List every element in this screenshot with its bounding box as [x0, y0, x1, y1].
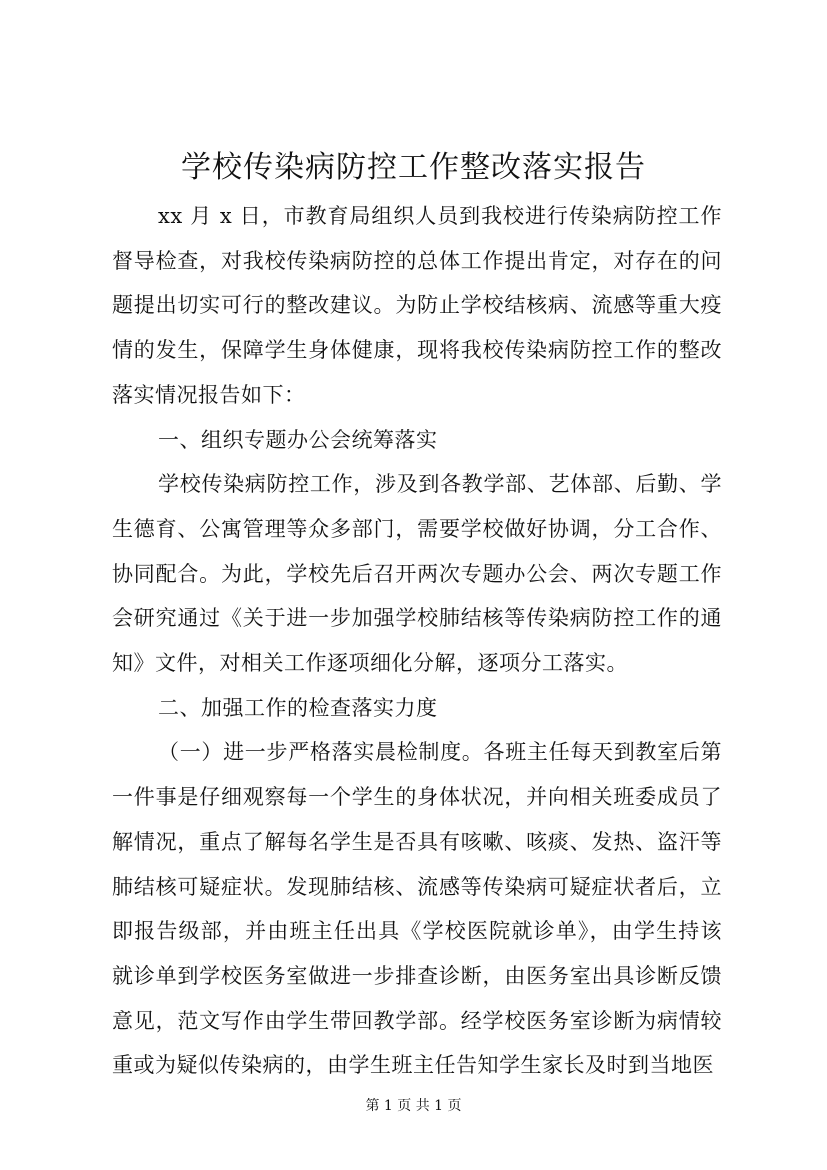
document-body [112, 194, 722, 1088]
section-heading-2: 二、加强工作的检查落实力度 [158, 695, 438, 720]
section-heading-1: 一、组织专题办公会统筹落实 [158, 427, 438, 452]
paragraph-section-1: 学校传染病防控工作，涉及到各教学部、艺体部、后勤、学生德育、公寓管理等众多部门，需要学校做好协调，分工合作、协同配合。为此，学校先后召开两次专题办公会、两次专题工作会研究通过《关于进一步加强学校肺结核等传染病防控工作的通知》文件，对相关工作逐项细化分解，逐项分工落实。 [112, 472, 722, 676]
document-title: 学校传染病防控工作整改落实报告 [181, 150, 646, 185]
page-footer: 第 1 页 共 1 页 [365, 1098, 462, 1114]
paragraph-intro: xx 月 x 日，市教育局组织人员到我校进行传染病防控工作督导检查，对我校传染病防控的总体工作提出肯定，对存在的问题提出切实可行的整改建议。为防止学校结核病、流感等重大疫情的发生，保障学生身体健康，现将我校传染病防控工作的整改落实情况报告如下： [112, 204, 722, 407]
paragraph-section-2-item-1: （一）进一步严格落实晨检制度。各班主任每天到教室后第一件事是仔细观察每一个学生的身体状况，并向相关班委成员了解情况，重点了解每名学生是否具有咳嗽、咳痰、发热、盗汗等肺结核可疑症状。发现肺结核、流感等传染病可疑症状者后，立即报告级部，并由班主任出具《学校医院就诊单》，由学生持该就诊单到学校医务室做进一步排查诊断，由医务室出具诊断反馈意见，范文写作由学生带回教学部。经学校医务室诊断为病情较重或为疑似传染病的，由学生班主任告知学生家长及时到当地医 [112, 740, 722, 1078]
